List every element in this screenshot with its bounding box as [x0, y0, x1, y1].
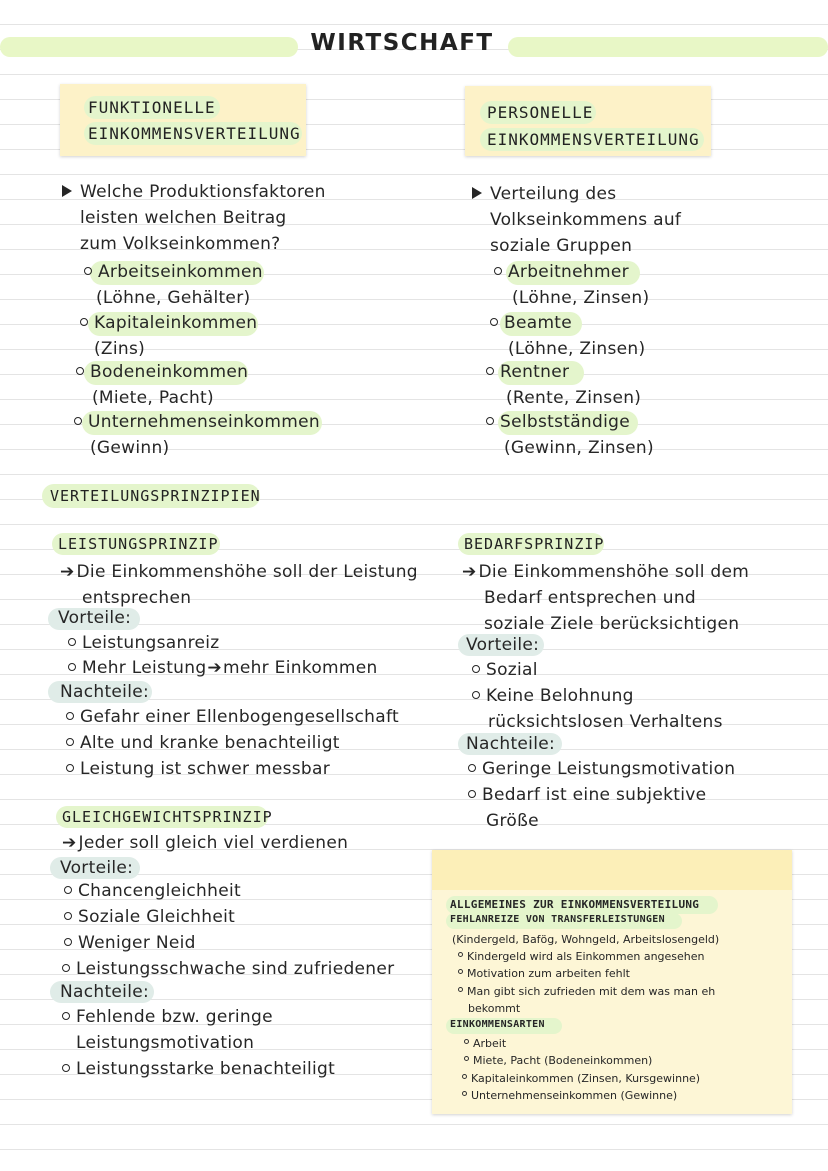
note-sub2-item-3: Kapitaleinkommen (Zinsen, Kursgewinne)	[462, 1070, 700, 1087]
arrow-right-icon: ➔	[207, 658, 222, 678]
bullet-icon	[76, 367, 84, 375]
personal-item-2	[490, 311, 572, 336]
note-heading: ALLGEMEINES ZUR EINKOMMENSVERTEILUNG	[450, 898, 700, 911]
personal-item-4-label: Selbstständige	[500, 412, 630, 432]
bedarf-con-2b: Größe	[486, 811, 539, 831]
bullet-icon	[458, 987, 463, 992]
bedarf-pros-label: Vorteile:	[466, 635, 540, 655]
personal-item-4-detail: (Gewinn, Zinsen)	[504, 438, 654, 458]
functional-item-4-detail: (Gewinn)	[90, 438, 170, 458]
functional-item-4	[74, 410, 320, 435]
note-tape	[432, 850, 792, 890]
bullet-icon	[458, 952, 463, 957]
bullet-icon	[486, 367, 494, 375]
leistung-desc	[60, 560, 418, 585]
bullet-icon	[494, 267, 502, 275]
functional-item-3	[76, 360, 248, 385]
gleichgewicht-con-2: Leistungsstarke benachteiligt	[62, 1057, 335, 1082]
functional-heading-box	[60, 84, 306, 156]
bullet-icon	[462, 1074, 467, 1079]
functional-item-4-label: Unternehmenseinkommen	[88, 412, 320, 432]
personal-item-3-detail: (Rente, Zinsen)	[506, 388, 642, 408]
bullet-icon	[464, 1056, 469, 1061]
gleichgewicht-heading: GLEICHGEWICHTSPRINZIP	[62, 808, 273, 826]
personal-item-3	[486, 360, 569, 385]
bedarf-con-1: Geringe Leistungsmotivation	[468, 757, 735, 782]
personal-heading-line2: EINKOMMENSVERTEILUNG	[487, 130, 700, 149]
personal-item-1-detail: (Löhne, Zinsen)	[512, 288, 650, 308]
bullet-icon	[472, 665, 480, 673]
bullet-icon	[64, 886, 72, 894]
bedarf-pro-2b: rücksichtslosen Verhaltens	[488, 712, 723, 732]
bullet-icon	[62, 964, 70, 972]
bullet-icon	[62, 1012, 70, 1020]
functional-heading-line1: FUNKTIONELLE	[88, 98, 216, 117]
leistung-desc-line2: entsprechen	[82, 588, 192, 608]
functional-question	[62, 180, 326, 205]
personal-item-4	[486, 410, 630, 435]
note-sub1-item-1: Kindergeld wird als Einkommen angesehen	[458, 948, 705, 965]
bullet-icon	[464, 1039, 469, 1044]
page-title: WIRTSCHAFT	[310, 30, 494, 56]
bullet-icon	[66, 738, 74, 746]
arrow-right-icon: ➔	[62, 833, 77, 853]
leistung-desc-line1: Die Einkommenshöhe soll der Leistung	[76, 562, 418, 582]
note-sub1-item-3: Man gibt sich zufrieden mit dem was man eh	[458, 983, 715, 1000]
note-sub1-item-3b: bekommt	[468, 1002, 521, 1015]
bedarf-desc	[462, 560, 749, 585]
functional-item-3-detail: (Miete, Pacht)	[92, 388, 214, 408]
note-sub2-item-4: Unternehmenseinkommen (Gewinne)	[462, 1087, 677, 1104]
bedarf-desc-line3: soziale Ziele berücksichtigen	[484, 614, 740, 634]
gleichgewicht-con-1: Fehlende bzw. geringe	[62, 1005, 273, 1030]
functional-item-1	[84, 260, 263, 285]
leistung-con-2: Alte und kranke benachteiligt	[66, 731, 340, 756]
bullet-icon	[468, 764, 476, 772]
bullet-icon	[66, 764, 74, 772]
functional-question-line3: zum Volkseinkommen?	[80, 234, 281, 254]
gleichgewicht-pro-2: Soziale Gleichheit	[64, 905, 235, 930]
gleichgewicht-pro-4: Leistungsschwache sind zufriedener	[62, 957, 394, 982]
gleichgewicht-desc: ➔ Jeder soll gleich viel verdienen	[62, 833, 349, 853]
bullet-icon	[472, 691, 480, 699]
functional-item-2-label: Kapitaleinkommen	[94, 313, 258, 333]
personal-heading-line1: PERSONELLE	[487, 103, 594, 122]
note-sub1: FEHLANREIZE VON TRANSFERLEISTUNGEN	[450, 914, 665, 925]
arrow-right-icon: ➔	[60, 562, 75, 582]
leistung-con-1: Gefahr einer Ellenbogengesellschaft	[66, 705, 399, 730]
triangle-bullet-icon	[62, 185, 72, 197]
bullet-icon	[68, 663, 76, 671]
bedarf-pro-2: Keine Belohnung	[472, 684, 634, 709]
bullet-icon	[486, 417, 494, 425]
note-sub2-item-2: Miete, Pacht (Bodeneinkommen)	[464, 1052, 652, 1069]
principles-heading: VERTEILUNGSPRINZIPIEN	[50, 487, 261, 505]
leistung-pro-2: Mehr Leistung➔mehr Einkommen	[68, 656, 378, 681]
functional-heading-line2: EINKOMMENSVERTEILUNG	[88, 124, 301, 143]
bullet-icon	[490, 318, 498, 326]
personal-item-1-label: Arbeitnehmer	[508, 262, 629, 282]
leistung-pros-label: Vorteile:	[58, 608, 132, 628]
personal-question	[472, 182, 616, 207]
arrow-right-icon: ➔	[462, 562, 477, 582]
bullet-icon	[74, 417, 82, 425]
bedarf-cons-label: Nachteile:	[466, 734, 556, 754]
leistung-heading: LEISTUNGSPRINZIP	[58, 535, 219, 553]
bullet-icon	[68, 638, 76, 646]
bedarf-desc-line2: Bedarf entsprechen und	[484, 588, 697, 608]
personal-item-1	[494, 260, 629, 285]
functional-item-1-detail: (Löhne, Gehälter)	[96, 288, 251, 308]
gleichgewicht-pro-1: Chancengleichheit	[64, 879, 241, 904]
personal-item-3-label: Rentner	[500, 362, 570, 382]
bedarf-desc-line1: Die Einkommenshöhe soll dem	[478, 562, 750, 582]
title-highlight-right	[508, 37, 828, 57]
note-sub1-item-2: Motivation zum arbeiten fehlt	[458, 965, 630, 982]
functional-item-2	[80, 311, 257, 336]
personal-item-2-detail: (Löhne, Zinsen)	[508, 339, 646, 359]
note-sub1-detail: (Kindergeld, Bafög, Wohngeld, Arbeitslosengeld)	[452, 933, 720, 946]
gleichgewicht-pros-label: Vorteile:	[60, 858, 134, 878]
bullet-icon	[80, 318, 88, 326]
leistung-con-3: Leistung ist schwer messbar	[66, 757, 330, 782]
functional-item-1-label: Arbeitseinkommen	[98, 262, 263, 282]
note-sub2-item-1: Arbeit	[464, 1035, 506, 1052]
bullet-icon	[458, 969, 463, 974]
bedarf-pro-1: Sozial	[472, 658, 538, 683]
personal-question-line1: Verteilung des	[490, 184, 617, 204]
bullet-icon	[64, 912, 72, 920]
personal-question-line2: Volkseinkommens auf	[490, 210, 682, 230]
personal-question-line3: soziale Gruppen	[490, 236, 633, 256]
bedarf-heading: BEDARFSPRINZIP	[464, 535, 605, 553]
bullet-icon	[62, 1064, 70, 1072]
bedarf-con-2: Bedarf ist eine subjektive	[468, 783, 706, 808]
note-sub2: EINKOMMENSARTEN	[450, 1019, 545, 1030]
gleichgewicht-cons-label: Nachteile:	[60, 982, 150, 1002]
bullet-icon	[462, 1091, 467, 1096]
gleichgewicht-con-1b: Leistungsmotivation	[76, 1033, 255, 1053]
functional-question-line1: Welche Produktionsfaktoren	[80, 182, 326, 202]
gleichgewicht-pro-3: Weniger Neid	[64, 931, 196, 956]
triangle-bullet-icon	[472, 187, 482, 199]
bullet-icon	[468, 790, 476, 798]
bullet-icon	[64, 938, 72, 946]
personal-item-2-label: Beamte	[504, 313, 573, 333]
functional-item-3-label: Bodeneinkommen	[90, 362, 249, 382]
functional-question-line2: leisten welchen Beitrag	[80, 208, 287, 228]
bullet-icon	[66, 712, 74, 720]
title-highlight-left	[0, 37, 298, 57]
bullet-icon	[84, 267, 92, 275]
leistung-cons-label: Nachteile:	[60, 682, 150, 702]
leistung-pro-1: Leistungsanreiz	[68, 631, 220, 656]
functional-item-2-detail: (Zins)	[94, 339, 146, 359]
